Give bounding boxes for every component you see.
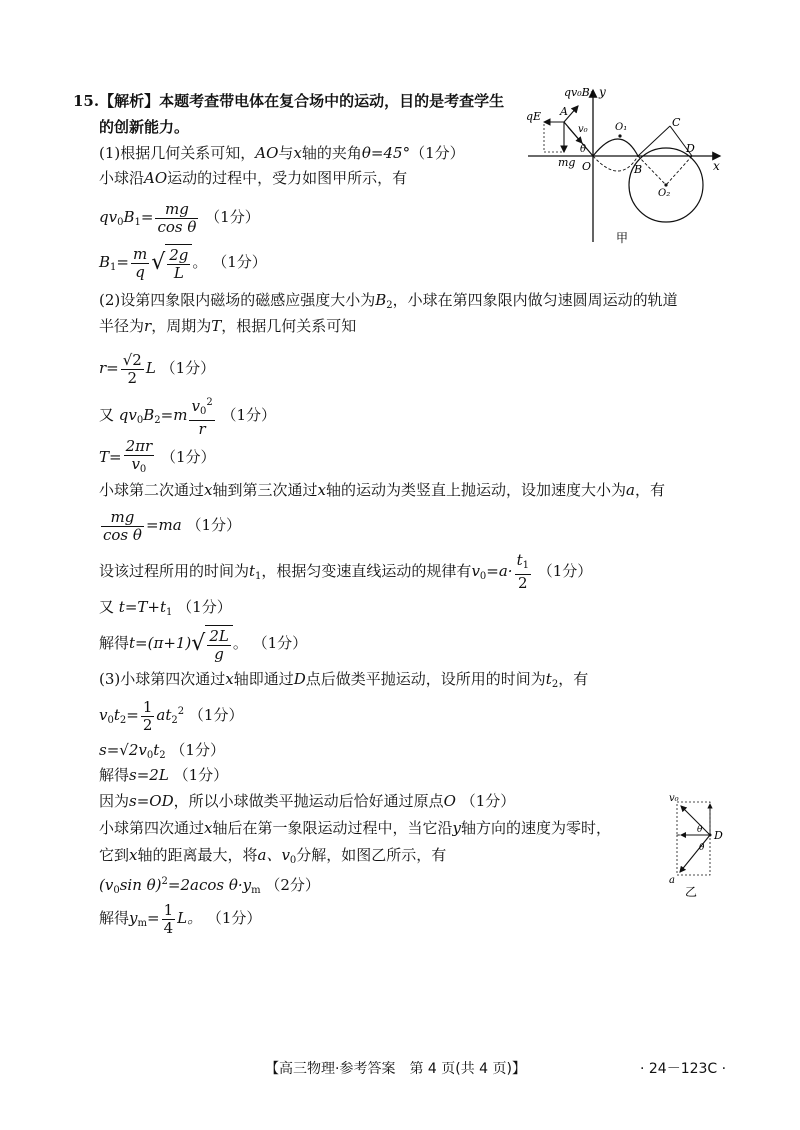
part2-equation-T — [99, 438, 215, 478]
var-AO: AO — [255, 144, 279, 162]
sup: 2 — [177, 706, 185, 717]
square-root — [191, 624, 233, 664]
fraction — [189, 394, 214, 438]
sub: 1 — [110, 262, 117, 273]
theta-value: θ=45° — [361, 144, 411, 162]
text: 运动的过程中，受力如图甲所示，有 — [167, 169, 408, 187]
fraction — [155, 201, 198, 236]
part2-equation-r — [99, 350, 215, 387]
text: 又 — [99, 406, 115, 424]
eq-part: qv — [118, 406, 137, 424]
part1-line-2 — [99, 168, 407, 188]
label-v0: v₀ — [669, 793, 679, 804]
var-t: t — [545, 670, 552, 688]
text: (3)小球第四次通过 — [99, 670, 226, 688]
eq-part: L。 — [177, 909, 203, 927]
fraction — [131, 246, 149, 281]
label-a: a — [669, 875, 675, 886]
text: 轴后在第一象限运动过程中，当它沿 — [212, 819, 453, 837]
text: 因为 — [99, 792, 130, 810]
numerator: 1 — [142, 697, 153, 716]
part2-equation-a — [99, 507, 241, 544]
eq-sign: = — [140, 208, 154, 226]
var-x: x — [204, 481, 213, 499]
var-AO: AO — [144, 169, 168, 187]
score: （1分） — [206, 909, 262, 927]
fraction — [101, 509, 144, 544]
problem-intro-line-2 — [99, 117, 189, 137]
text: ，小球在第四象限内做匀速圆周运动的轨道 — [392, 291, 678, 309]
var-x: x — [225, 670, 234, 688]
figure-yi — [655, 790, 735, 898]
sub: 1 — [134, 217, 141, 228]
var-a: a — [625, 481, 635, 499]
part3-line-2 — [99, 791, 515, 811]
text: 轴的距离最大，将 — [137, 846, 258, 864]
numerator: m — [132, 244, 148, 263]
var-x: x — [204, 819, 213, 837]
line-BC — [638, 126, 670, 156]
caption-yi: 乙 — [685, 885, 698, 898]
sub: 0 — [289, 855, 297, 866]
fraction — [124, 438, 155, 478]
label-qv0B1: qv₀B₁ — [564, 86, 595, 99]
fraction — [121, 352, 144, 387]
text: 解得 — [99, 909, 130, 927]
problem-intro-line-1 — [73, 91, 504, 111]
eq-sign: = — [126, 706, 139, 724]
fraction — [515, 552, 531, 592]
score: （1分） — [170, 741, 225, 759]
part2-line-1 — [99, 290, 678, 316]
eq-sign: = — [146, 909, 160, 927]
sub: 2 — [171, 715, 178, 726]
label-theta-1: θ — [697, 825, 703, 835]
text: ，有 — [634, 481, 665, 499]
label-O: O — [582, 160, 592, 173]
text: 轴即通过 — [233, 670, 294, 688]
eq-part: r= — [99, 359, 119, 377]
part3-line-3 — [99, 818, 611, 838]
radical-sign-icon: √ — [191, 631, 206, 657]
var-O: O — [443, 792, 456, 810]
denominator: q — [135, 262, 145, 281]
text: 轴的夹角 — [301, 144, 362, 162]
score: （1分） — [177, 598, 232, 616]
sub: 0 — [199, 406, 207, 417]
period: 。 — [232, 634, 248, 652]
eq-part: t=(π+1) — [129, 634, 192, 652]
sub: 0 — [479, 571, 487, 582]
eq-part: T= — [99, 448, 122, 466]
score: （1分） — [537, 562, 593, 580]
var-v: v — [99, 706, 108, 724]
text: 设该过程所用的时间为 — [99, 562, 250, 580]
eq-part: B — [143, 406, 155, 424]
var-T: T — [211, 317, 222, 335]
eq-part: at — [156, 706, 172, 724]
eq-part: s=2L — [129, 766, 169, 784]
eq-part: qv — [99, 208, 118, 226]
sub: 0 — [139, 464, 147, 475]
denominator: 4 — [163, 918, 174, 937]
var-x: x — [129, 846, 138, 864]
text: 轴的运动为类竖直上抛运动，设加速度大小为 — [325, 481, 626, 499]
radicand — [165, 244, 192, 282]
point-O2 — [664, 183, 667, 186]
text: 轴方向的速度为零时， — [460, 819, 611, 837]
vector-a — [680, 835, 710, 872]
intro-text-1: 本题考查带电体在复合场中的运动，目的是考查学生 — [159, 92, 505, 110]
denominator: cos θ — [157, 217, 197, 236]
text: 点后做类平抛运动，设所用的时间为 — [305, 670, 546, 688]
fraction — [162, 902, 176, 937]
var-v: v — [191, 397, 200, 415]
line-B-O2 — [638, 156, 666, 185]
label-mg: mg — [558, 156, 576, 169]
text: ，根据匀变速直线运动的规律有 — [261, 562, 472, 580]
numerator: 2πr — [125, 437, 153, 455]
radicand — [205, 625, 233, 664]
score: （1分） — [160, 359, 216, 377]
sup: 2 — [161, 876, 168, 887]
score: （2分） — [265, 876, 320, 894]
text: 它到 — [99, 846, 130, 864]
var-v: v — [131, 455, 140, 473]
denominator: 2 — [127, 368, 138, 387]
numerator: 2L — [209, 627, 229, 646]
fraction — [141, 699, 155, 734]
problem-number: 15. — [73, 92, 100, 110]
part1-line-1 — [99, 143, 465, 163]
text: 半径为 — [99, 317, 145, 335]
part2-solution — [99, 624, 307, 664]
sub: 0 — [146, 750, 154, 761]
upper-arc — [593, 139, 638, 156]
part2-line-4 — [99, 552, 592, 595]
part2-equation-t — [99, 597, 232, 623]
eq-part: (v — [99, 876, 114, 894]
text: 解得 — [99, 766, 130, 784]
sub: 2 — [551, 679, 559, 690]
score: （1分） — [410, 144, 465, 162]
label-theta: θ — [580, 144, 587, 155]
label-B: B — [634, 163, 643, 176]
score: （1分） — [186, 516, 242, 534]
numerator: √2 — [122, 350, 142, 369]
score: （1分） — [212, 253, 267, 271]
point-D — [709, 834, 712, 837]
var-t: t — [153, 741, 160, 759]
denominator: 2 — [142, 715, 153, 734]
score: （1分） — [173, 766, 229, 784]
text: 又 — [99, 598, 115, 616]
part3-equation-2 — [99, 740, 225, 766]
text: 解得 — [99, 634, 130, 652]
label-O2: O₂ — [658, 188, 671, 199]
text: 与 — [278, 144, 294, 162]
score: （1分） — [188, 706, 244, 724]
eq-part: B — [99, 253, 111, 271]
denominator — [124, 456, 155, 478]
text: 轴到第三次通过 — [212, 481, 318, 499]
text: (1)根据几何关系可知， — [99, 144, 256, 162]
part1-equation-2 — [99, 244, 267, 286]
intro-text-2: 的创新能力。 — [99, 118, 190, 136]
denominator: r — [198, 420, 206, 438]
force-box — [544, 122, 564, 152]
part2-equation-B2 — [99, 394, 276, 439]
label-D: D — [714, 829, 723, 842]
sub: 0 — [136, 415, 144, 426]
sub: m — [251, 885, 261, 896]
numerator: 2g — [169, 245, 189, 264]
part2-line-3 — [99, 480, 665, 500]
text: ，有 — [558, 670, 589, 688]
part3-solution-2 — [99, 899, 261, 943]
sub: 2 — [154, 415, 161, 426]
eq-part: =ma — [145, 516, 182, 534]
denominator: 2 — [518, 574, 528, 592]
denominator: g — [214, 645, 224, 664]
var-y: y — [452, 819, 461, 837]
label-C: C — [672, 116, 681, 129]
label-v0: v₀ — [578, 124, 588, 135]
label-qE: qE — [526, 110, 542, 123]
score: （1分） — [205, 208, 260, 226]
var-v: v — [471, 562, 480, 580]
var-x: x — [293, 144, 302, 162]
footer-left: 【高三物理·参考答案 第 4 页(共 4 页)】 — [265, 1061, 526, 1077]
sub: 2 — [159, 750, 166, 761]
text: 小球第二次通过 — [99, 481, 205, 499]
eq-part: sin θ) — [119, 876, 162, 894]
line-D-O2 — [666, 156, 692, 185]
eq-part: =2acos θ·y — [167, 876, 252, 894]
text: ，周期为 — [151, 317, 212, 335]
denominator: cos θ — [103, 525, 142, 544]
eq-part: s=OD — [129, 792, 174, 810]
label-y: y — [599, 85, 606, 99]
sub: 0 — [113, 885, 120, 896]
numerator — [189, 394, 214, 421]
radical-sign-icon: √ — [151, 250, 166, 276]
var-B: B — [375, 291, 387, 309]
eq-sign: =m — [160, 406, 188, 424]
sub: m — [137, 918, 147, 929]
text: 分解，如图乙所示，有 — [296, 846, 447, 864]
part3-equation-3 — [99, 872, 320, 901]
sup: 2 — [206, 397, 213, 408]
square-root — [151, 244, 192, 282]
sub: 1 — [522, 560, 529, 571]
var-x: x — [317, 481, 326, 499]
score: （1分） — [221, 406, 277, 424]
eq-sign: = — [116, 253, 129, 271]
eq-part: t=T+t — [118, 598, 166, 616]
point-O1 — [618, 134, 621, 137]
sub: 1 — [255, 571, 262, 582]
var-t: t — [516, 551, 523, 569]
var-L: L — [145, 359, 156, 377]
part3-solution-1 — [99, 765, 228, 785]
sub: 2 — [119, 715, 127, 726]
part3-line-1 — [99, 669, 588, 695]
text: 小球沿 — [99, 169, 145, 187]
eq-part: =a· — [486, 562, 513, 580]
sub: 1 — [166, 607, 173, 618]
vector-v0 — [681, 806, 710, 835]
dashed-arc — [593, 156, 638, 171]
sub: 2 — [386, 300, 393, 311]
sub: 0 — [107, 715, 114, 726]
vars: a、v — [257, 846, 290, 864]
part2-line-2 — [99, 316, 356, 336]
sub: 0 — [117, 217, 124, 228]
text: ，根据几何关系可知 — [221, 317, 357, 335]
part1-equation-1 — [99, 199, 260, 241]
figure-jia — [520, 82, 730, 247]
var-r: r — [144, 317, 152, 335]
text: (2)设第四象限内磁场的磁感应强度大小为 — [99, 291, 376, 309]
part3-equation-1 — [99, 694, 243, 739]
score: （1分） — [460, 792, 516, 810]
label-O1: O₁ — [615, 122, 628, 133]
fraction — [207, 628, 231, 663]
text: ，所以小球做类平抛运动后恰好通过原点 — [173, 792, 444, 810]
score: （1分） — [160, 448, 216, 466]
eq-part: B — [123, 208, 135, 226]
period: 。 — [192, 253, 208, 271]
fraction — [167, 247, 190, 282]
label-x: x — [713, 159, 720, 173]
label-A: A — [560, 105, 568, 118]
numerator: mg — [101, 509, 144, 527]
part3-line-4 — [99, 845, 446, 871]
numerator — [515, 552, 531, 575]
numerator: mg — [155, 201, 198, 219]
var-t: t — [249, 562, 256, 580]
text: 小球第四次通过 — [99, 819, 205, 837]
footer-right: · 24－123C · — [640, 1061, 727, 1077]
var-y: y — [129, 909, 138, 927]
numerator: 1 — [163, 900, 174, 919]
label-theta-2: θ — [699, 843, 705, 853]
analysis-tag: 【解析】 — [99, 92, 160, 110]
eq-part: s=√2v — [99, 741, 147, 759]
denominator: L — [173, 263, 184, 282]
var-t: t — [113, 706, 120, 724]
score: （1分） — [252, 634, 308, 652]
caption-jia: 甲 — [616, 231, 629, 245]
var-D: D — [293, 670, 306, 688]
label-D: D — [686, 142, 695, 155]
